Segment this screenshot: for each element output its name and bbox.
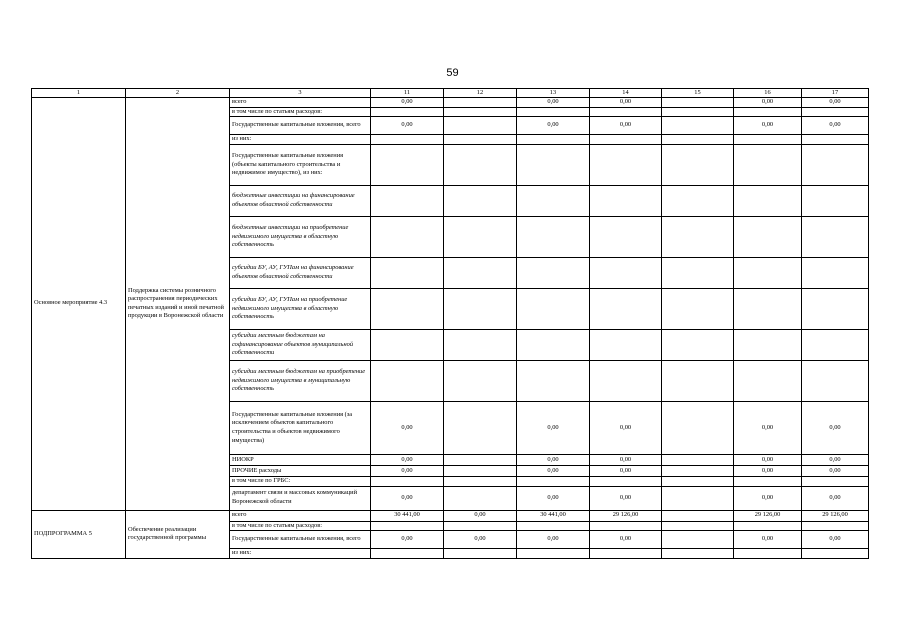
expense-label-cell: Государственные капитальные вложения (за исключением объектов капитального строительства и объектов недвижимого имущества): [230, 401, 371, 454]
value-cell: [662, 454, 734, 465]
value-cell: 0,00: [371, 465, 444, 476]
value-cell: 0,00: [444, 510, 517, 521]
value-cell: [371, 360, 444, 401]
value-cell: 0,00: [802, 531, 869, 549]
value-cell: 0,00: [734, 401, 802, 454]
value-cell: 0,00: [371, 117, 444, 135]
column-header-1: 1: [32, 89, 126, 98]
value-cell: [444, 401, 517, 454]
value-cell: 0,00: [802, 98, 869, 108]
expense-label-cell: из них:: [230, 135, 371, 145]
value-cell: [444, 521, 517, 531]
value-cell: [662, 360, 734, 401]
program-code-cell: ПОДПРОГРАММА 5: [32, 510, 126, 558]
value-cell: 0,00: [734, 454, 802, 465]
value-cell: [517, 521, 590, 531]
value-cell: [444, 257, 517, 288]
value-cell: [444, 549, 517, 559]
expense-label-cell: всего: [230, 510, 371, 521]
value-cell: [662, 486, 734, 510]
value-cell: [590, 216, 662, 257]
column-header-3: 3: [230, 89, 371, 98]
program-name-cell: Поддержка системы розничного распространения периодических печатных изданий и иной печатной продукции в Воронежской области: [126, 98, 230, 511]
value-cell: [662, 135, 734, 145]
value-cell: [590, 521, 662, 531]
value-cell: [590, 476, 662, 486]
value-cell: [590, 135, 662, 145]
table-row: [32, 98, 869, 108]
value-cell: [371, 107, 444, 117]
value-cell: [802, 521, 869, 531]
value-cell: 0,00: [371, 486, 444, 510]
value-cell: [517, 135, 590, 145]
value-cell: [517, 476, 590, 486]
value-cell: [590, 329, 662, 360]
value-cell: [662, 329, 734, 360]
expense-label-cell: НИОКР: [230, 454, 371, 465]
budget-table: [31, 88, 869, 559]
value-cell: [662, 216, 734, 257]
value-cell: [517, 360, 590, 401]
value-cell: [802, 185, 869, 216]
value-cell: [517, 329, 590, 360]
column-header-12: 12: [444, 89, 517, 98]
value-cell: 0,00: [371, 98, 444, 108]
value-cell: [444, 465, 517, 476]
value-cell: 0,00: [590, 531, 662, 549]
value-cell: [734, 135, 802, 145]
value-cell: 0,00: [734, 531, 802, 549]
program-name-cell: Обеспечение реализации государственной программы: [126, 510, 230, 558]
value-cell: [444, 288, 517, 329]
value-cell: [444, 144, 517, 185]
value-cell: [517, 185, 590, 216]
value-cell: 0,00: [371, 454, 444, 465]
value-cell: [734, 107, 802, 117]
expense-label-cell: всего: [230, 98, 371, 108]
value-cell: [662, 401, 734, 454]
value-cell: 29 126,00: [590, 510, 662, 521]
table-row: [32, 510, 869, 521]
value-cell: [371, 288, 444, 329]
column-header-14: 14: [590, 89, 662, 98]
value-cell: [444, 98, 517, 108]
value-cell: [802, 257, 869, 288]
value-cell: 0,00: [371, 401, 444, 454]
value-cell: 0,00: [517, 486, 590, 510]
value-cell: 0,00: [802, 454, 869, 465]
value-cell: [517, 144, 590, 185]
value-cell: [444, 216, 517, 257]
value-cell: [802, 549, 869, 559]
value-cell: [371, 185, 444, 216]
value-cell: [590, 144, 662, 185]
value-cell: [444, 185, 517, 216]
page-number: 59: [446, 67, 459, 79]
value-cell: 0,00: [590, 454, 662, 465]
expense-label-cell: департамент связи и массовых коммуникаций Воронежской области: [230, 486, 371, 510]
expense-label-cell: в том числе по статьям расходов:: [230, 107, 371, 117]
value-cell: [662, 510, 734, 521]
expense-label-cell: Государственные капитальные вложения, всего: [230, 531, 371, 549]
expense-label-cell: в том числе по ГРБС:: [230, 476, 371, 486]
value-cell: [802, 107, 869, 117]
value-cell: [444, 135, 517, 145]
expense-label-cell: Государственные капитальные вложения, всего: [230, 117, 371, 135]
value-cell: 0,00: [802, 486, 869, 510]
value-cell: [734, 476, 802, 486]
program-code-cell: Основное мероприятие 4.3: [32, 98, 126, 511]
value-cell: [590, 360, 662, 401]
expense-label-cell: в том числе по статьям расходов:: [230, 521, 371, 531]
column-header-11: 11: [371, 89, 444, 98]
value-cell: 0,00: [590, 117, 662, 135]
value-cell: [662, 107, 734, 117]
value-cell: 0,00: [444, 531, 517, 549]
value-cell: [734, 329, 802, 360]
expense-label-cell: бюджетные инвестиции на приобретение недвижимого имущества в областную собственность: [230, 216, 371, 257]
value-cell: [734, 549, 802, 559]
value-cell: [662, 257, 734, 288]
value-cell: [444, 107, 517, 117]
value-cell: 0,00: [517, 401, 590, 454]
value-cell: [662, 117, 734, 135]
value-cell: 0,00: [802, 117, 869, 135]
value-cell: [662, 465, 734, 476]
value-cell: [802, 288, 869, 329]
value-cell: [662, 98, 734, 108]
value-cell: [662, 185, 734, 216]
value-cell: [444, 329, 517, 360]
value-cell: 30 441,00: [517, 510, 590, 521]
value-cell: 0,00: [590, 486, 662, 510]
column-header-17: 17: [802, 89, 869, 98]
value-cell: [802, 216, 869, 257]
value-cell: 0,00: [517, 117, 590, 135]
expense-label-cell: субсидии БУ, АУ, ГУПам на приобретение недвижимого имущества в областную собственность: [230, 288, 371, 329]
expense-label-cell: субсидии БУ, АУ, ГУПам на финансирование объектов областной собственности: [230, 257, 371, 288]
value-cell: 0,00: [734, 465, 802, 476]
value-cell: 0,00: [802, 401, 869, 454]
value-cell: 0,00: [517, 454, 590, 465]
value-cell: 0,00: [517, 98, 590, 108]
value-cell: [590, 549, 662, 559]
value-cell: [371, 549, 444, 559]
value-cell: [371, 257, 444, 288]
value-cell: [802, 135, 869, 145]
column-header-13: 13: [517, 89, 590, 98]
value-cell: 29 126,00: [734, 510, 802, 521]
value-cell: [517, 107, 590, 117]
value-cell: [662, 521, 734, 531]
value-cell: [444, 454, 517, 465]
value-cell: [371, 216, 444, 257]
expense-label-cell: бюджетные инвестиции на финансирование объектов областной собственности: [230, 185, 371, 216]
value-cell: [734, 185, 802, 216]
column-numbers-row: [32, 89, 869, 98]
value-cell: [802, 329, 869, 360]
value-cell: [662, 476, 734, 486]
value-cell: [590, 288, 662, 329]
value-cell: [734, 257, 802, 288]
value-cell: [734, 288, 802, 329]
value-cell: 0,00: [590, 98, 662, 108]
value-cell: 0,00: [734, 117, 802, 135]
value-cell: 0,00: [734, 486, 802, 510]
value-cell: 0,00: [590, 465, 662, 476]
column-header-16: 16: [734, 89, 802, 98]
value-cell: [590, 107, 662, 117]
expense-label-cell: Государственные капитальные вложения (объекты капитального строительства и недвижимое имущество), из них:: [230, 144, 371, 185]
table-body: [32, 89, 869, 559]
value-cell: [734, 360, 802, 401]
value-cell: [517, 216, 590, 257]
expense-label-cell: субсидии местным бюджетам на софинансирование объектов муниципальной собственности: [230, 329, 371, 360]
value-cell: [371, 476, 444, 486]
value-cell: 29 126,00: [802, 510, 869, 521]
value-cell: [444, 476, 517, 486]
value-cell: [517, 257, 590, 288]
value-cell: [371, 144, 444, 185]
value-cell: 0,00: [517, 465, 590, 476]
value-cell: [371, 329, 444, 360]
value-cell: [662, 144, 734, 185]
value-cell: [734, 521, 802, 531]
column-header-2: 2: [126, 89, 230, 98]
value-cell: 30 441,00: [371, 510, 444, 521]
expense-label-cell: субсидии местным бюджетам на приобретение недвижимого имущества в муниципальную собственность: [230, 360, 371, 401]
value-cell: [802, 144, 869, 185]
expense-label-cell: ПРОЧИЕ расходы: [230, 465, 371, 476]
value-cell: 0,00: [371, 531, 444, 549]
value-cell: [802, 476, 869, 486]
value-cell: [371, 135, 444, 145]
value-cell: [590, 257, 662, 288]
value-cell: 0,00: [734, 98, 802, 108]
column-header-15: 15: [662, 89, 734, 98]
value-cell: [517, 549, 590, 559]
value-cell: [371, 521, 444, 531]
value-cell: [444, 117, 517, 135]
value-cell: 0,00: [802, 465, 869, 476]
value-cell: [734, 216, 802, 257]
value-cell: [802, 360, 869, 401]
value-cell: [734, 144, 802, 185]
value-cell: [517, 288, 590, 329]
value-cell: [590, 185, 662, 216]
value-cell: [444, 360, 517, 401]
value-cell: [444, 486, 517, 510]
value-cell: 0,00: [590, 401, 662, 454]
value-cell: [662, 549, 734, 559]
value-cell: 0,00: [517, 531, 590, 549]
value-cell: [662, 531, 734, 549]
value-cell: [662, 288, 734, 329]
expense-label-cell: из них:: [230, 549, 371, 559]
